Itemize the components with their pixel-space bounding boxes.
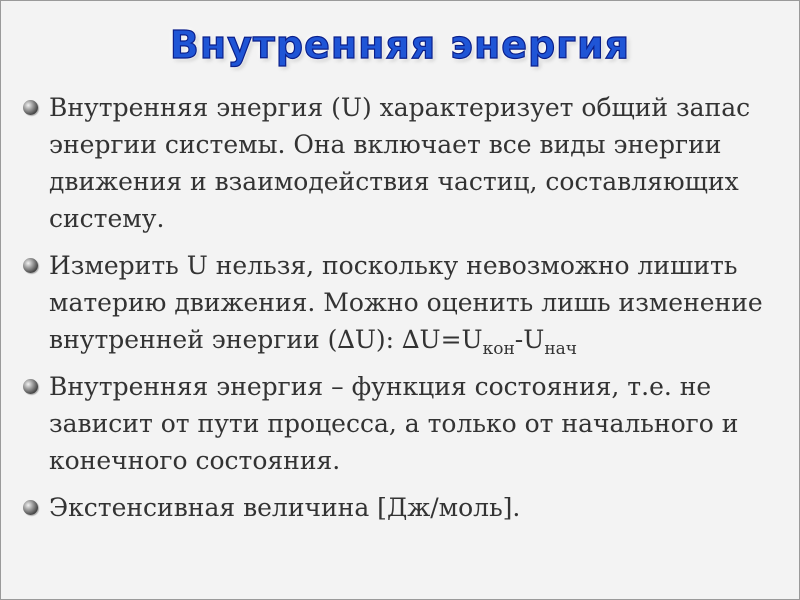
bullet-item-state-function <box>21 368 786 479</box>
bullet-item-measurement <box>21 247 786 358</box>
bullet-item-extensive-quantity <box>21 489 786 526</box>
subscript-nach: нач <box>544 339 578 359</box>
bullet-dot-icon <box>23 500 38 515</box>
formula-middle: -U <box>514 325 545 354</box>
slide-title: Внутренняя энергия <box>169 23 631 67</box>
subscript-kon: кон <box>482 339 515 359</box>
bullet-text: Внутренняя энергия – функция состояния, т.е. не зависит от пути процесса, а только от начального и конечного состояния. <box>49 372 739 475</box>
bullet-dot-icon <box>23 379 38 394</box>
bullet-text: Внутренняя энергия (U) характеризует общий запас энергии системы. Она включает все виды энергии движения и взаимодействия частиц, составляющих систему. <box>49 93 751 233</box>
bullet-text: Экстенсивная величина [Дж/моль]. <box>49 493 521 522</box>
bullet-dot-icon <box>23 100 38 115</box>
bullet-dot-icon <box>23 258 38 273</box>
bullet-item-internal-energy-definition <box>21 89 786 237</box>
bullet-list <box>21 89 786 536</box>
bullet-text: Измерить U нельзя, поскольку невозможно лишить материю движения. Можно оценить лишь изменение внутренней энергии (∆U): ∆U=U <box>49 251 763 354</box>
